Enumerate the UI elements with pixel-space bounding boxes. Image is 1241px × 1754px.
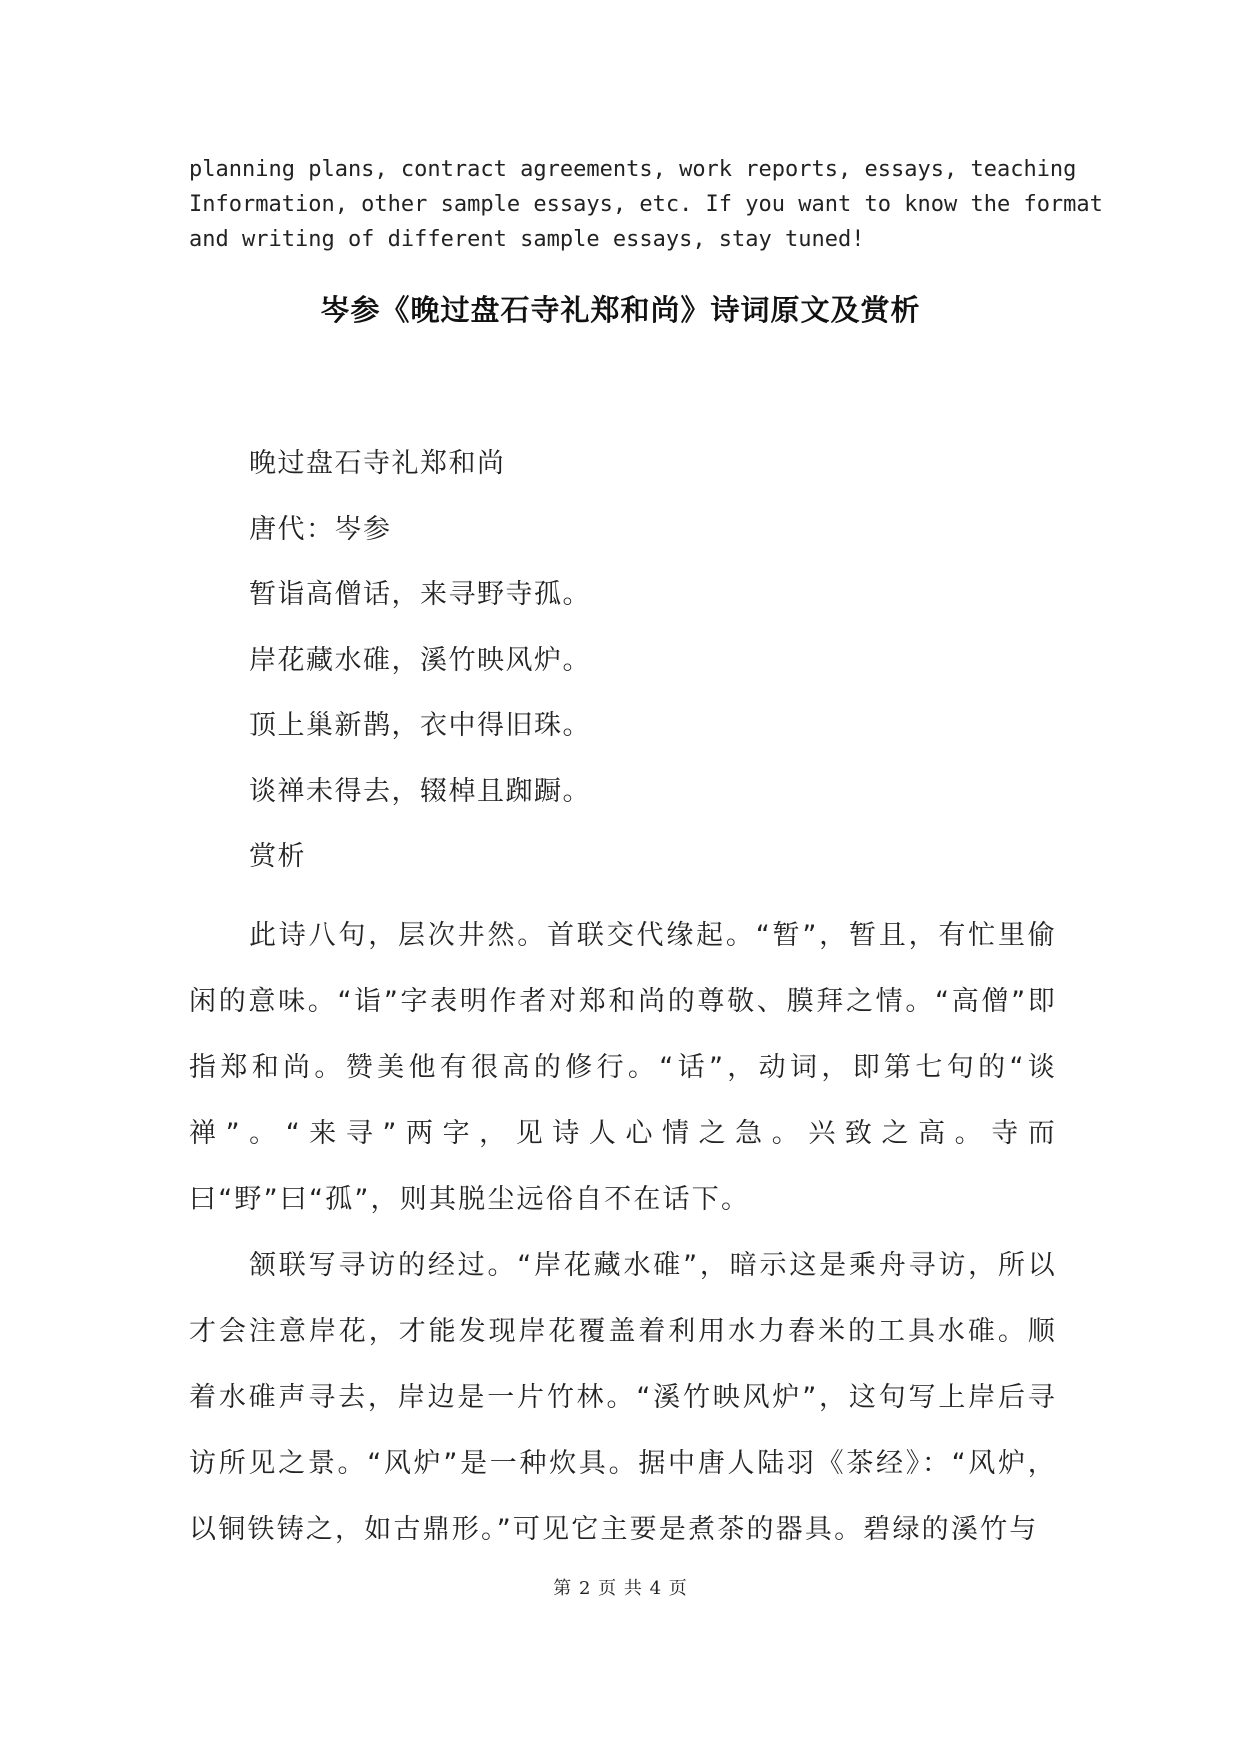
poem-line: 岸花藏水碓，溪竹映风炉。 <box>249 644 591 676</box>
poem-name: 晚过盘石寺礼郑和尚 <box>249 448 506 479</box>
poem-author: 唐代：岑参 <box>249 513 392 545</box>
poem-line: 谈禅未得去，辍棹且踟蹰。 <box>249 775 591 807</box>
footer-current-page: 2 <box>578 1578 592 1599</box>
footer-total-pages: 4 <box>649 1578 663 1599</box>
appreciation-paragraph: 颔联写寻访的经过。“岸花藏水碓”，暗示这是乘舟寻访，所以才会注意岸花，才能发现岸花覆盖着利用水力舂米的工具水碓。顺着水碓声寻去，岸边是一片竹林。“溪竹映风炉”，这句写上岸后寻访所见之景。“风炉”是一种炊具。据中唐人陆羽《茶经》：“风炉，以铜铁铸之，如古鼎形。”可见它主要是煮茶的器具。碧绿的溪竹与 <box>189 1249 1057 1545</box>
document-body <box>189 444 1057 1563</box>
intro-text <box>189 152 1103 257</box>
poem-line: 顶上巢新鹊，衣中得旧珠。 <box>249 710 591 741</box>
footer-label-page-unit: 页 <box>598 1578 618 1599</box>
footer-label-total-unit: 页 <box>668 1578 688 1599</box>
footer-label-total: 共 <box>623 1578 643 1599</box>
intro-line: and writing of different sample essays, stay tuned! <box>189 227 865 252</box>
footer-label-page: 第 <box>553 1578 573 1599</box>
poem-line: 暂诣高僧话，来寻野寺孤。 <box>249 579 591 610</box>
appreciation-paragraph: 此诗八句，层次井然。首联交代缘起。“暂”，暂且，有忙里偷闲的意味。“诣”字表明作者对郑和尚的尊敬、膜拜之情。“高僧”即指郑和尚。赞美他有很高的修行。“话”，动词，即第七句的“谈禅”。“来寻”两字，见诗人心情之急。兴致之高。寺而曰“野”曰“孤”，则其脱尘远俗自不在话下。 <box>189 919 1057 1215</box>
page-number-footer <box>0 1574 1241 1600</box>
document-title: 岑参《晚过盘石寺礼郑和尚》诗词原文及赏析 <box>320 293 921 327</box>
intro-line: planning plans, contract agreements, work reports, essays, teaching <box>189 157 1077 182</box>
appreciation-heading: 赏析 <box>249 841 306 872</box>
intro-line: Information, other sample essays, etc. If you want to know the format <box>189 192 1103 217</box>
